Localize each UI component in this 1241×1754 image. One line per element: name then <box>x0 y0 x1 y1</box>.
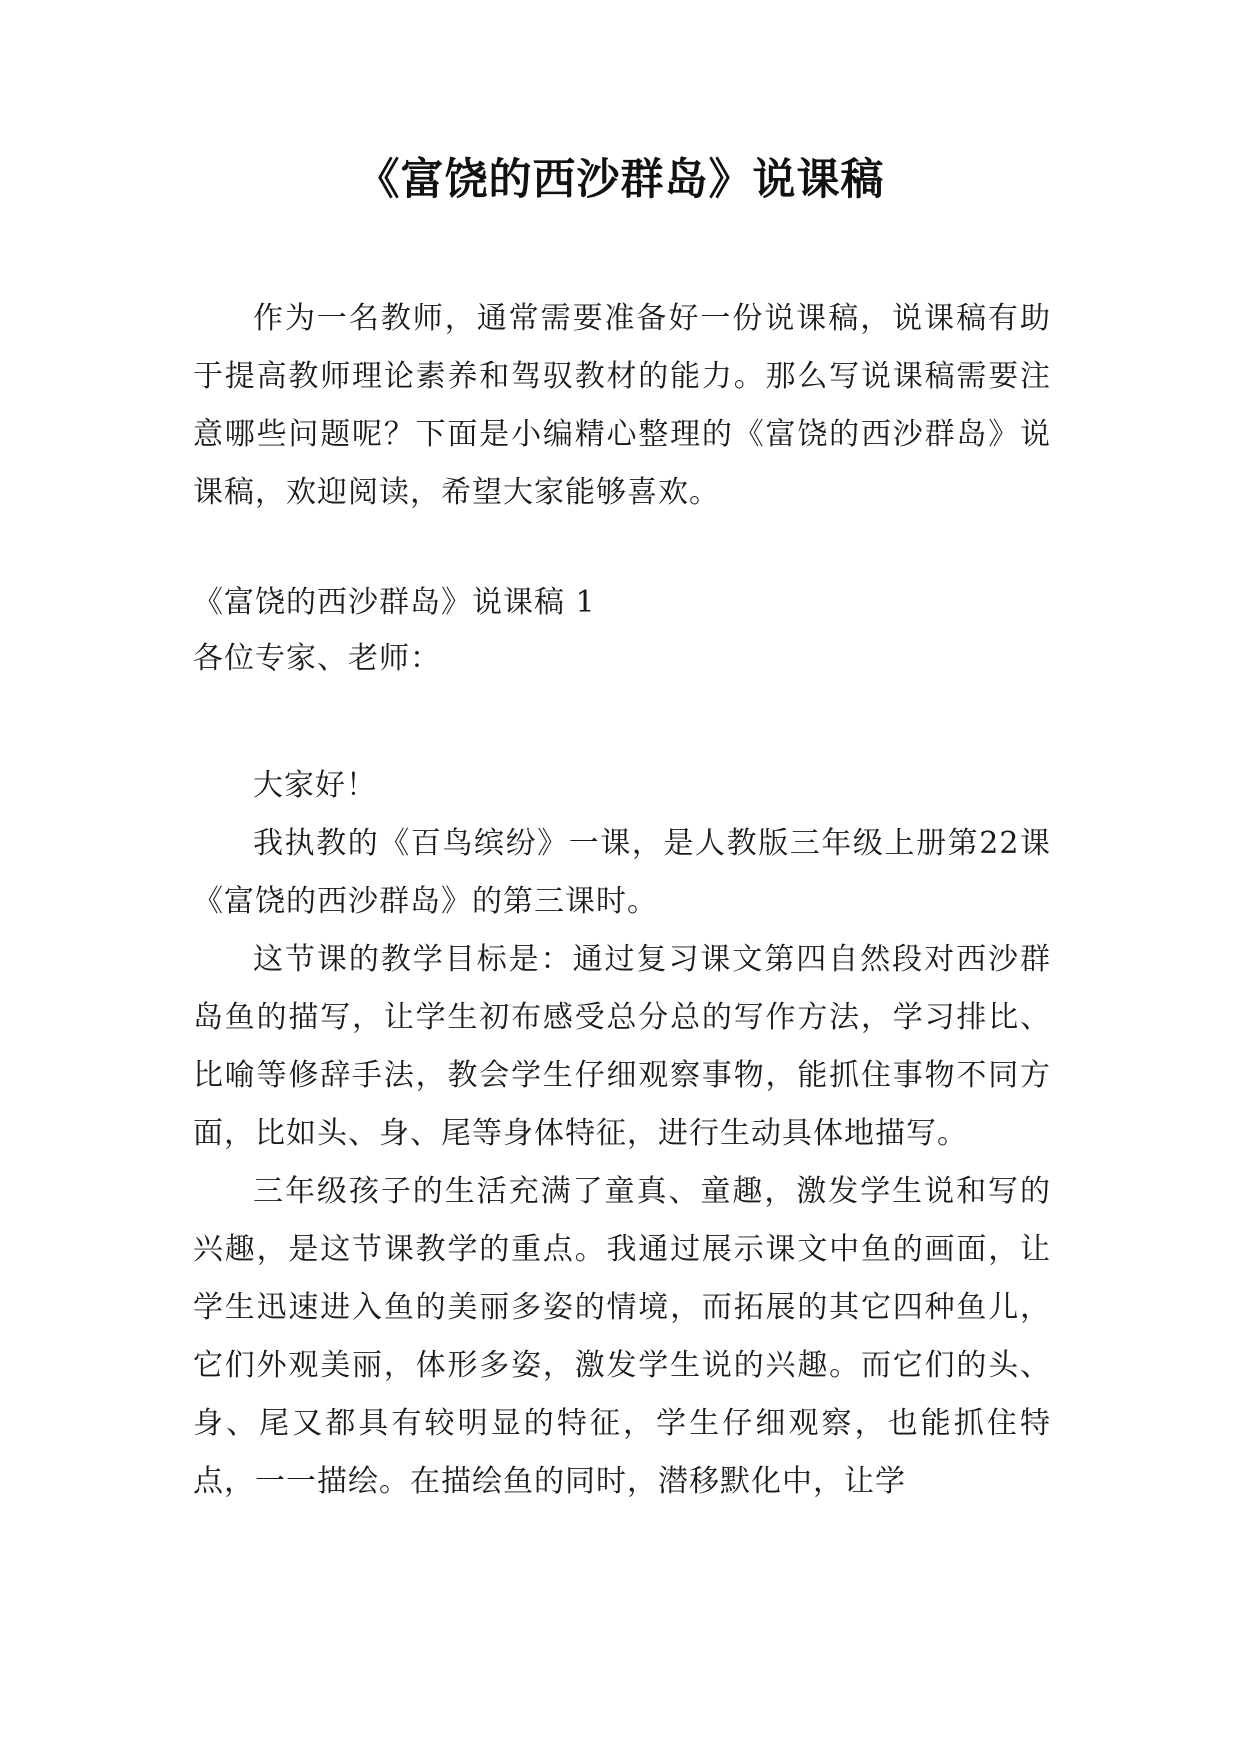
body-paragraph-greeting: 大家好！ <box>253 768 377 803</box>
content-block <box>193 757 1051 1511</box>
intro-paragraph: 作为一名教师，通常需要准备好一份说课稿，说课稿有助于提高教师理论素养和驾驭教材的能力。那么写说课稿需要注意哪些问题呢？下面是小编精心整理的《富饶的西沙群岛》说课稿，欢迎阅读，希望大家能够喜欢。 <box>193 301 1051 510</box>
section-heading: 《富饶的西沙群岛》说课稿 1 <box>193 585 596 620</box>
body-paragraph-lesson-intro: 我执教的《百鸟缤纷》一课，是人教版三年级上册第22课《富饶的西沙群岛》的第三课时。 <box>193 826 1051 919</box>
salutation: 各位专家、老师： <box>193 641 441 676</box>
intro-block <box>193 290 1051 522</box>
body-paragraph-key-points: 三年级孩子的生活充满了童真、童趣，激发学生说和写的兴趣，是这节课教学的重点。我通过展示课文中鱼的画面，让学生迅速进入鱼的美丽多姿的情境，而拓展的其它四种鱼儿，它们外观美丽，体形多姿，激发学生说的兴趣。而它们的头、身、尾又都具有较明显的特征，学生仔细观察，也能抓住特点，一一描绘。在描绘鱼的同时，潜移默化中，让学 <box>193 1174 1051 1499</box>
document-title: 《富饶的西沙群岛》说课稿 <box>356 155 885 205</box>
body-paragraph-objectives: 这节课的教学目标是：通过复习课文第四自然段对西沙群岛鱼的描写，让学生初布感受总分总的写作方法，学习排比、比喻等修辞手法，教会学生仔细观察事物，能抓住事物不同方面，比如头、身、尾等身体特征，进行生动具体地描写。 <box>193 942 1051 1151</box>
section-heading-block <box>193 575 1051 687</box>
